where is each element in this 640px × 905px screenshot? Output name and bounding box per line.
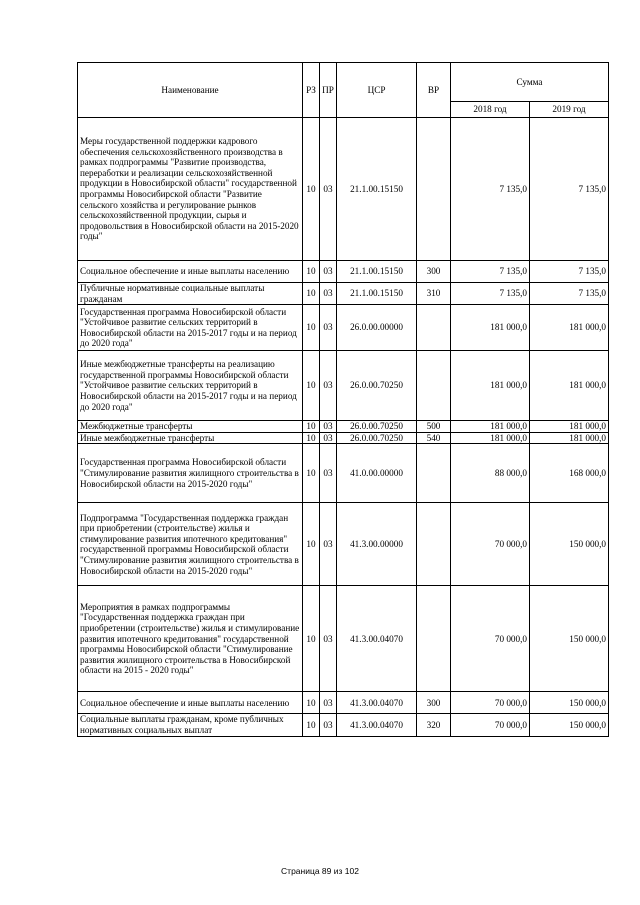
- header-pr: ПР: [320, 63, 337, 118]
- row-pr: 03: [320, 503, 337, 586]
- row-name: Межбюджетные трансферты: [78, 421, 303, 433]
- row-sum-2018: 181 000,0: [451, 351, 530, 421]
- row-sum-2019: 181 000,0: [530, 305, 609, 351]
- row-sum-2019: 150 000,0: [530, 503, 609, 586]
- row-sum-2019: 150 000,0: [530, 692, 609, 714]
- row-name: Публичные нормативные социальные выплаты гражданам: [78, 283, 303, 305]
- row-pr: 03: [320, 444, 337, 503]
- row-pr: 03: [320, 261, 337, 283]
- row-pr: 03: [320, 421, 337, 433]
- row-sum-2018: 7 135,0: [451, 118, 530, 261]
- header-name: Наименование: [78, 63, 303, 118]
- row-csr: 41.3.00.00000: [337, 503, 417, 586]
- row-rz: 10: [303, 586, 320, 692]
- header-csr: ЦСР: [337, 63, 417, 118]
- row-rz: 10: [303, 351, 320, 421]
- row-csr: 41.3.00.04070: [337, 692, 417, 714]
- row-rz: 10: [303, 305, 320, 351]
- table-row: [78, 714, 609, 736]
- row-sum-2018: 181 000,0: [451, 432, 530, 444]
- table-row: [78, 421, 609, 433]
- row-rz: 10: [303, 714, 320, 736]
- row-name: Социальные выплаты гражданам, кроме публичных нормативных социальных выплат: [78, 714, 303, 736]
- row-vr: [417, 118, 451, 261]
- row-vr: 320: [417, 714, 451, 736]
- row-csr: 21.1.00.15150: [337, 118, 417, 261]
- row-sum-2019: 150 000,0: [530, 714, 609, 736]
- row-csr: 26.0.00.70250: [337, 351, 417, 421]
- row-name: Подпрограмма "Государственная поддержка граждан при приобретении (строительстве) жилья и стимулирование развития ипотечного кредитования" государственной программы Новосибирской области "Стимулирование развития жилищного строительства в Новосибирской области на 2015-2020 годы": [78, 503, 303, 586]
- table-row: [78, 351, 609, 421]
- table-row: [78, 118, 609, 261]
- row-pr: 03: [320, 305, 337, 351]
- row-sum-2019: 150 000,0: [530, 586, 609, 692]
- table-row: [78, 503, 609, 586]
- row-sum-2018: 70 000,0: [451, 586, 530, 692]
- row-vr: [417, 351, 451, 421]
- table-row: [78, 692, 609, 714]
- row-sum-2019: 181 000,0: [530, 351, 609, 421]
- row-csr: 41.0.00.00000: [337, 444, 417, 503]
- row-vr: 300: [417, 692, 451, 714]
- row-name: Государственная программа Новосибирской области "Устойчивое развитие сельских территорий в Новосибирской области на 2015-2017 годы и на период до 2020 года": [78, 305, 303, 351]
- row-vr: 300: [417, 261, 451, 283]
- table-row: [78, 586, 609, 692]
- budget-table: [77, 62, 609, 737]
- row-vr: 500: [417, 421, 451, 433]
- row-pr: 03: [320, 432, 337, 444]
- row-sum-2018: 70 000,0: [451, 692, 530, 714]
- row-csr: 26.0.00.00000: [337, 305, 417, 351]
- row-pr: 03: [320, 714, 337, 736]
- header-rz: РЗ: [303, 63, 320, 118]
- row-rz: 10: [303, 421, 320, 433]
- table-row: [78, 261, 609, 283]
- row-sum-2018: 7 135,0: [451, 261, 530, 283]
- row-csr: 41.3.00.04070: [337, 586, 417, 692]
- row-sum-2018: 181 000,0: [451, 305, 530, 351]
- row-name: Иные межбюджетные трансферты: [78, 432, 303, 444]
- header-2019: 2019 год: [530, 102, 609, 118]
- row-rz: 10: [303, 283, 320, 305]
- row-pr: 03: [320, 586, 337, 692]
- row-csr: 21.1.00.15150: [337, 261, 417, 283]
- row-csr: 41.3.00.04070: [337, 714, 417, 736]
- row-rz: 10: [303, 118, 320, 261]
- row-sum-2018: 7 135,0: [451, 283, 530, 305]
- row-rz: 10: [303, 692, 320, 714]
- row-vr: 540: [417, 432, 451, 444]
- row-csr: 21.1.00.15150: [337, 283, 417, 305]
- table-row: [78, 305, 609, 351]
- row-vr: [417, 444, 451, 503]
- row-pr: 03: [320, 692, 337, 714]
- row-csr: 26.0.00.70250: [337, 421, 417, 433]
- row-name: Меры государственной поддержки кадрового обеспечения сельскохозяйственного производства в рамках подпрограммы "Развитие производства, переработки и реализации сельскохозяйственной продукции в Новосибирской области" государственной программы Новосибирской области "Развитие сельского хозяйства и регулирование рынков сельскохозяйственной продукции, сырья и продовольствия в Новосибирской области на 2015-2020 годы": [78, 118, 303, 261]
- row-pr: 03: [320, 118, 337, 261]
- row-name: Мероприятия в рамках подпрограммы "Государственная поддержка граждан при приобретении (строительстве) жилья и стимулирование развития ипотечного кредитования" государственной программы Новосибирской области "Стимулирование развития жилищного строительства в Новосибирской области на 2015 - 2020 годы": [78, 586, 303, 692]
- row-sum-2018: 88 000,0: [451, 444, 530, 503]
- header-2018: 2018 год: [451, 102, 530, 118]
- row-pr: 03: [320, 351, 337, 421]
- row-sum-2019: 7 135,0: [530, 118, 609, 261]
- row-vr: 310: [417, 283, 451, 305]
- row-sum-2019: 181 000,0: [530, 421, 609, 433]
- row-sum-2018: 70 000,0: [451, 503, 530, 586]
- table-row: [78, 432, 609, 444]
- table-row: [78, 283, 609, 305]
- row-rz: 10: [303, 503, 320, 586]
- row-sum-2019: 7 135,0: [530, 283, 609, 305]
- header-vr: ВР: [417, 63, 451, 118]
- row-vr: [417, 503, 451, 586]
- row-name: Иные межбюджетные трансферты на реализацию государственной программы Новосибирской области "Устойчивое развитие сельских территорий в Новосибирской области на 2015-2017 годы и на период до 2020 года": [78, 351, 303, 421]
- row-vr: [417, 305, 451, 351]
- row-csr: 26.0.00.70250: [337, 432, 417, 444]
- row-sum-2019: 181 000,0: [530, 432, 609, 444]
- table-row: [78, 444, 609, 503]
- row-sum-2019: 7 135,0: [530, 261, 609, 283]
- row-name: Социальное обеспечение и иные выплаты населению: [78, 261, 303, 283]
- row-rz: 10: [303, 444, 320, 503]
- row-rz: 10: [303, 432, 320, 444]
- row-rz: 10: [303, 261, 320, 283]
- row-name: Социальное обеспечение и иные выплаты населению: [78, 692, 303, 714]
- row-name: Государственная программа Новосибирской области "Стимулирование развития жилищного строительства в Новосибирской области на 2015-2020 годы": [78, 444, 303, 503]
- row-sum-2018: 181 000,0: [451, 421, 530, 433]
- row-sum-2018: 70 000,0: [451, 714, 530, 736]
- row-pr: 03: [320, 283, 337, 305]
- header-sum: Сумма: [451, 63, 609, 102]
- page-number: Страница 89 из 102: [281, 866, 359, 876]
- row-vr: [417, 586, 451, 692]
- row-sum-2019: 168 000,0: [530, 444, 609, 503]
